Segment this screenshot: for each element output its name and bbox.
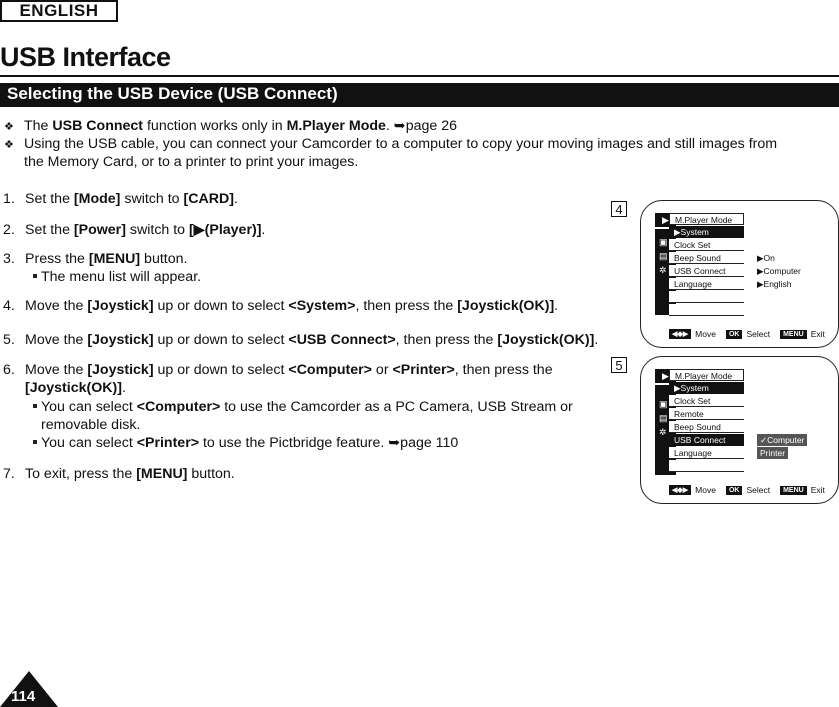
text-run: , then press the (454, 362, 553, 378)
intro-line (4, 153, 829, 171)
menu-option-value[interactable]: ▶English (757, 279, 792, 289)
step-number: 4. (3, 298, 15, 314)
emphasis-text: [Mode] (73, 191, 121, 207)
ok-key-icon: OK (726, 330, 743, 339)
emphasis-text: <Computer> (288, 362, 372, 378)
tv-icon: ▤ (659, 413, 668, 423)
menu-item[interactable]: USB Connect (669, 265, 744, 277)
tv-icon: ▤ (659, 251, 668, 261)
sub-bullet (33, 268, 201, 286)
step-item (3, 379, 126, 397)
emphasis-text: [Joystick] (87, 332, 154, 348)
text-run: button. (187, 466, 235, 482)
step-number: 5. (3, 332, 15, 348)
text-run: The (24, 118, 53, 134)
menu-item[interactable]: Language (669, 278, 744, 290)
text-run: To exit, press the (25, 466, 137, 482)
intro-line (4, 117, 829, 136)
menu-option-value[interactable]: ▶Computer (757, 266, 801, 276)
text-run: switch to (120, 191, 184, 207)
text-run: Move the (25, 332, 88, 348)
move-hint: Move (695, 485, 716, 495)
text-run: Set the (25, 222, 74, 238)
emphasis-text: [MENU] (136, 466, 188, 482)
language-tab: ENGLISH (0, 0, 118, 22)
text-run: switch to (125, 222, 190, 238)
player-mode-icon: ▶ (655, 369, 676, 383)
step-item (3, 190, 238, 208)
select-hint: Select (746, 329, 771, 339)
screen-5-footer (669, 485, 825, 495)
settings-gear-icon: ✲ (659, 265, 667, 275)
text-run: Move the (25, 298, 88, 314)
menu-item[interactable]: Clock Set (669, 239, 744, 251)
page-title: USB Interface (0, 42, 171, 72)
section-header (0, 83, 839, 107)
menu-option-value[interactable]: Printer (757, 447, 788, 459)
emphasis-text: [Joystick(OK)] (497, 332, 595, 348)
title-divider (0, 75, 839, 77)
settings-gear-icon: ✲ (659, 427, 667, 437)
emphasis-text: [MENU] (88, 251, 141, 267)
text-run: or (371, 362, 393, 378)
text-run: the Memory Card, or to a printer to print your images. (24, 154, 359, 170)
step-number: 1. (3, 191, 15, 207)
emphasis-text: <Computer> (136, 399, 221, 415)
menu-item[interactable]: Beep Sound (669, 252, 744, 264)
text-run: . (594, 332, 599, 348)
emphasis-text: <USB Connect> (288, 332, 396, 348)
emphasis-text: <System> (288, 298, 356, 314)
menu-empty-row (669, 291, 744, 303)
camera-icon: ▣ (659, 237, 668, 247)
emphasis-text: [CARD] (183, 191, 234, 207)
emphasis-text: USB Connect (52, 118, 144, 134)
text-run: Using the USB cable, you can connect your Camcorder to a computer to copy your moving images and still images from (24, 136, 778, 152)
text-run: . (554, 298, 559, 314)
section-title: Selecting the USB Device (USB Connect) (7, 84, 338, 103)
text-run: up or down to select (153, 298, 289, 314)
step-number: 2. (3, 222, 15, 238)
step-item (3, 331, 598, 349)
menu-key-icon: MENU (780, 486, 807, 495)
text-run: Set the (25, 191, 74, 207)
diamond-bullet-icon: ❖ (4, 121, 14, 133)
square-bullet-icon (33, 434, 41, 442)
text-run: . (233, 191, 238, 207)
menu-empty-row (669, 304, 744, 316)
step-item (3, 465, 235, 483)
intro-line (4, 135, 829, 154)
step-item (3, 297, 558, 315)
ok-key-icon: OK (726, 486, 743, 495)
text-run: You can select (41, 435, 137, 451)
menu-key-icon: MENU (780, 330, 807, 339)
page-number: 114 (11, 688, 36, 705)
sub-bullet (41, 416, 140, 434)
text-run: up or down to select (153, 362, 289, 378)
joystick-key-icon: ◀◆▶ (669, 329, 691, 339)
menu-item[interactable]: M.Player Mode (669, 213, 744, 225)
screen-4-label: 4 (611, 201, 627, 217)
text-run: . ➥page 26 (385, 118, 457, 134)
text-run: The menu list will appear. (41, 269, 202, 285)
emphasis-text: [Joystick] (87, 362, 154, 378)
emphasis-text: [Joystick(OK)] (25, 380, 122, 396)
text-run: . (261, 222, 266, 238)
menu-item[interactable]: Clock Set (669, 395, 744, 407)
camera-icon: ▣ (659, 399, 668, 409)
text-run: Press the (25, 251, 89, 267)
text-run: button. (140, 251, 188, 267)
emphasis-text: [Power] (73, 222, 126, 238)
step-item (3, 361, 553, 379)
square-bullet-icon (33, 398, 41, 406)
menu-screen-5 (640, 356, 839, 504)
text-run: removable disk. (41, 417, 141, 433)
step-item (3, 250, 187, 268)
screen-5-label: 5 (611, 357, 627, 373)
menu-item[interactable]: Beep Sound (669, 421, 744, 433)
menu-item[interactable]: M.Player Mode (669, 369, 744, 381)
menu-empty-row (669, 460, 744, 472)
select-hint: Select (746, 485, 771, 495)
text-run: to use the Pictbridge feature. ➥page 110 (199, 435, 459, 451)
menu-option-value[interactable]: ▶On (757, 253, 775, 263)
text-run: You can select (41, 399, 137, 415)
emphasis-text: [▶(Player)] (189, 222, 262, 238)
text-run: , then press the (355, 298, 458, 314)
text-run: Move the (25, 362, 88, 378)
step-number: 7. (3, 466, 15, 482)
text-run: . (121, 380, 126, 396)
text-run: , then press the (395, 332, 498, 348)
diamond-bullet-icon: ❖ (4, 139, 14, 151)
step-number: 3. (3, 251, 15, 267)
move-hint: Move (695, 329, 716, 339)
menu-item[interactable]: USB Connect (669, 434, 744, 446)
menu-item[interactable]: ▶System (669, 382, 744, 394)
menu-item[interactable]: ▶System (669, 226, 744, 238)
emphasis-text: <Printer> (136, 435, 200, 451)
sub-bullet (33, 398, 573, 416)
text-run: to use the Camcorder as a PC Camera, USB Stream or (220, 399, 573, 415)
player-mode-icon: ▶ (655, 213, 676, 227)
menu-item[interactable]: Language (669, 447, 744, 459)
sub-bullet (33, 434, 458, 452)
joystick-key-icon: ◀◆▶ (669, 485, 691, 495)
menu-option-value[interactable]: ✓Computer (757, 434, 807, 446)
step-item (3, 221, 265, 239)
emphasis-text: M.Player Mode (286, 118, 386, 134)
exit-hint: Exit (810, 485, 825, 495)
emphasis-text: <Printer> (392, 362, 455, 378)
menu-screen-4 (640, 200, 839, 348)
exit-hint: Exit (810, 329, 825, 339)
menu-item[interactable]: Remote (669, 408, 744, 420)
text-run: function works only in (143, 118, 287, 134)
text-run: up or down to select (153, 332, 289, 348)
step-number: 6. (3, 362, 15, 378)
emphasis-text: [Joystick(OK)] (457, 298, 555, 314)
square-bullet-icon (33, 268, 41, 276)
emphasis-text: [Joystick] (87, 298, 154, 314)
screen-4-footer (669, 329, 825, 339)
